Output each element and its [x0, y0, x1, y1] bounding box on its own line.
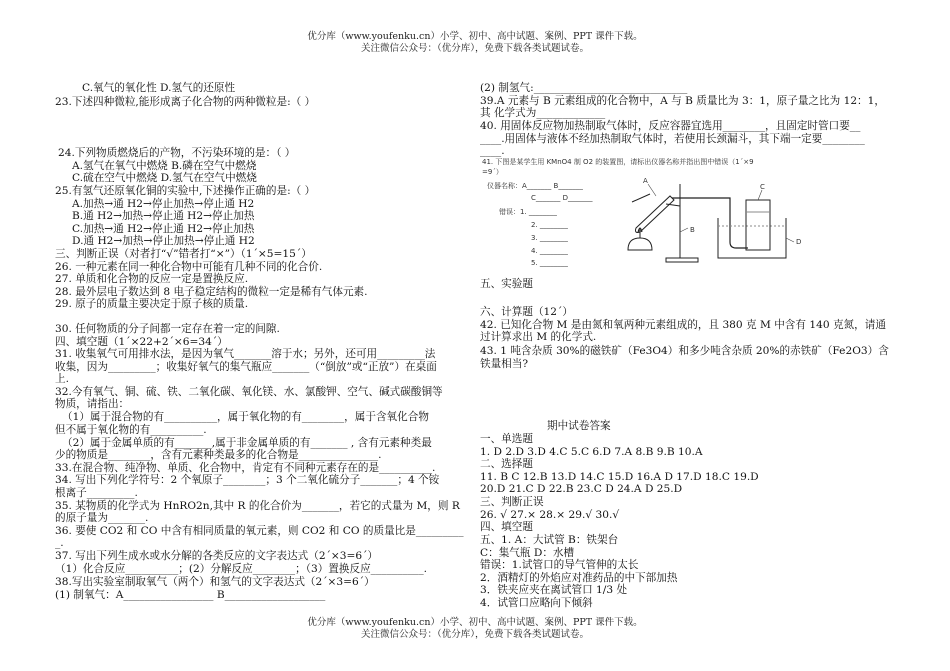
question-23: 23.下述四种微粒,能形成离子化合物的两种微粒是:（ ）	[55, 96, 316, 108]
question-32-line2: 物质，请指出：	[55, 398, 130, 410]
header-source-line: 优分库（www.youfenku.cn）小学、初中、高中试题、案例、PPT 课件下载。	[307, 31, 643, 42]
question-37: 37. 写出下列生成水或水分解的各类反应的文字表达式（2´×3=6´）	[55, 550, 379, 562]
label-b: B	[690, 226, 695, 234]
water-trough	[718, 218, 786, 258]
question-35-line1: 35. 某物质的化学式为 HnRO2n,其中 R 的化合价为_______，若它的式量为 M，则 R	[55, 500, 460, 512]
answers-section-2-values: 11. B C 12.B 13.D 14.C 15.D 16.A D 17.D 18.C 19.D	[480, 471, 759, 483]
section-6-heading: 六、计算题（12´）	[480, 306, 573, 318]
question-38: 38.写出实验室制取氧气（两个）和氢气的文字表达式（2´×3=6´）	[55, 576, 375, 588]
answers-section-3: 三、判断正误	[480, 496, 544, 508]
label-a: A	[643, 177, 648, 185]
q25-option-a: A.加热→通 H2→停止加热→停止通 H2	[72, 198, 255, 210]
question-25: 25.有氢气还原氧化铜的实验中,下述操作正确的是:（ ）	[55, 185, 316, 197]
section-4-heading: 四、填空题（1´×22+2´×6=34´）	[55, 336, 228, 348]
question-39-line2: 其 化学式为_____________	[480, 107, 606, 119]
question-32-part1-cont: 但不属于氧化物的有__________.	[55, 424, 207, 436]
answers-section-1: 一、单选题	[480, 433, 533, 445]
question-37-blanks: （1）化合反应__________；(2）分解反应________；（3）置换反应__________.	[55, 563, 428, 575]
question-32-part2-cont: 少的物质是________，含有元素种类最多的化合物是_______________.	[55, 449, 382, 461]
footer-wechat-line: 关注微信公众号：（优分库），免费下载各类试题试卷。	[360, 629, 589, 640]
q25-option-b: B.通 H2→加热→停止通 H2→停止加热	[72, 210, 255, 222]
footer-source-line: 优分库（www.youfenku.cn）小学、初中、高中试题、案例、PPT 课件下载。	[307, 617, 643, 628]
question-31-line2: 收集，因为_________；收集好氧气的集气瓶应_______（“倒放”或“正放”）在桌面	[55, 361, 437, 373]
label-c: C	[760, 183, 765, 191]
question-28: 28. 最外层电子数达到 8 电子稳定结构的微粒一定是稀有气体元素.	[55, 286, 368, 298]
question-40-line1: 40. 用固体反应物加热制取气体时，反应容器宜选用________，且固定时管口要__	[480, 120, 861, 132]
question-43-line1: 43. 1 吨含杂质 30%的磁铁矿（Fe3O4）和多少吨含杂质 20%的赤铁矿（Fe2O3）含	[480, 345, 889, 357]
question-42-line1: 42. 已知化合物 M 是由氮和氧两种元素组成的，且 380 克 M 中含有 140 克氮，请通	[480, 319, 886, 331]
q25-option-d: D.通 H2→加热→停止加热→停止通 H2	[72, 235, 255, 247]
question-31-line1: 31. 收集氧气可用排水法，是因为氧气_______溶于水；另外，还可用_________法	[55, 348, 436, 360]
answers-error-2: 2．酒精灯的外焰应对准药品的中下部加热	[480, 572, 678, 584]
errors-line-2: 2. ________	[531, 221, 568, 229]
question-38-oxygen: (1) 制氧气：A_________________ B___________________	[55, 589, 326, 601]
question-43-line2: 铁量相当?	[480, 358, 529, 370]
answers-section-1-values: 1. D 2.D 3.D 4.C 5.C 6.D 7.A 8.B 9.B 10.A	[480, 446, 703, 458]
alcohol-lamp	[628, 228, 652, 250]
answers-section-3-values: 26. √ 27.× 28.× 29.√ 30.√	[480, 509, 620, 521]
answers-section-2: 二、选择题	[480, 458, 533, 470]
question-31-line3: 上.	[55, 373, 69, 385]
question-36: 36. 要使 CO2 和 CO 中含有相同质量的氧元素，则 CO2 和 CO 的质量比是_________	[55, 525, 464, 537]
answers-section-5-line2: C：集气瓶 D：水槽	[480, 547, 575, 559]
section-3-heading: 三、判断正误（对者打“√”错者打“×”）（1´×5=15´）	[55, 248, 312, 260]
label-d: D	[796, 238, 802, 246]
test-tube	[632, 194, 674, 233]
instrument-names-ab: 仪器名称：A_______ B_______	[487, 182, 583, 190]
errors-line-5: 5. ________	[531, 259, 568, 267]
gas-jar	[746, 200, 770, 250]
answers-section-4: 四、填空题	[480, 521, 533, 533]
instrument-names-cd: C_______ D_______	[531, 194, 593, 202]
question-41-title: 41. 下图是某学生用 KMnO4 制 O2 的装置图，请标出仪器名称并指出图中错误（1´×9	[482, 158, 754, 166]
question-40-line2: ____.用固体与液体不经加热制取气体时，若使用长颈漏斗，其下端一定要________	[480, 133, 865, 145]
question-39-line1: 39.A 元素与 B 元素组成的化合物中，A 与 B 质量比为 3：1，原子量之比为 12：1，	[480, 95, 885, 107]
errors-line-4: 4. ________	[531, 247, 568, 255]
question-34-line2: 根离子_________.	[55, 487, 138, 499]
question-30: 30. 任何物质的分子间都一定存在着一定的间隙.	[55, 323, 280, 335]
q25-option-c: C.加热→通 H2→停止通 H2→停止加热	[72, 223, 255, 235]
kmno4-apparatus-diagram	[618, 172, 808, 268]
question-27: 27. 单质和化合物的反应一定是置换反应.	[55, 273, 249, 285]
question-26: 26. 一种元素在同一种化合物中可能有几种不同的化合价.	[55, 261, 323, 273]
q24-options-ab: A.氢气在氧气中燃烧 B.磷在空气中燃烧	[72, 160, 257, 172]
q24-options-cd: C.硫在空气中燃烧 D.氢气在空气中燃烧	[72, 172, 257, 184]
answers-error-4: 4．试管口应略向下倾斜	[480, 597, 593, 609]
question-40-line3: ____.	[480, 145, 505, 157]
question-32-part1: （1）属于混合物的有__________，属于氧化物的有________，属于含氧化合物	[62, 411, 429, 423]
question-42-line2: 过计算求出 M 的化学式.	[480, 331, 597, 343]
header-wechat-line: 关注微信公众号：（优分库），免费下载各类试题试卷。	[360, 43, 589, 54]
question-33: 33.在混合物、纯净物、单质、化合物中，肯定有不同种元素存在的是__________.	[55, 462, 436, 474]
answers-error-3: 3．铁夹应夹在离试管口 1/3 处	[480, 584, 628, 596]
answers-section-5-line1: 五、1. A：大试管 B：铁架台	[480, 534, 619, 546]
answers-error-1: 错误：1.试管口的导气管伸的太长	[480, 559, 639, 571]
question-24: 24.下列物质燃烧后的产物，不污染环境的是：（ ）	[58, 147, 296, 159]
errors-line-3: 3. ________	[531, 234, 568, 242]
question-32-part2: （2）属于金属单质的有_______,属于非金属单质的有_______ , 含有元素种类最	[62, 437, 432, 449]
question-29: 29. 原子的质量主要决定于原子核的质量.	[55, 298, 249, 310]
delivery-tube	[672, 198, 748, 248]
question-36-cont: _.	[55, 537, 64, 549]
question-32-line1: 32.今有氧气、铜、硫、铁、二氧化碳、氧化镁、水、氯酸钾、空气、碱式碳酸铜等	[55, 386, 443, 398]
answers-title: 期中试卷答案	[547, 420, 611, 432]
question-35-line2: 的原子量为_______.	[55, 512, 149, 524]
question-34-line1: 34. 写出下列化学符号：2 个氧原子________；3 个二氧化硫分子_______；4 个铵	[55, 474, 440, 486]
question-41-title-cont: =9´）	[482, 168, 503, 176]
section-5-heading: 五、实验题	[480, 278, 533, 290]
q22-options-cd: C.氧气的氧化性 D.氢气的还原性	[82, 82, 236, 94]
errors-line-1: 错误：1. ________	[499, 208, 557, 216]
answers-section-2-values-cont: 20.D 21.C D 22.B 23.C D 24.A D 25.D	[480, 483, 683, 495]
question-38-hydrogen: (2) 制氢气:_____________________________	[480, 82, 688, 94]
iron-stand	[666, 184, 698, 262]
